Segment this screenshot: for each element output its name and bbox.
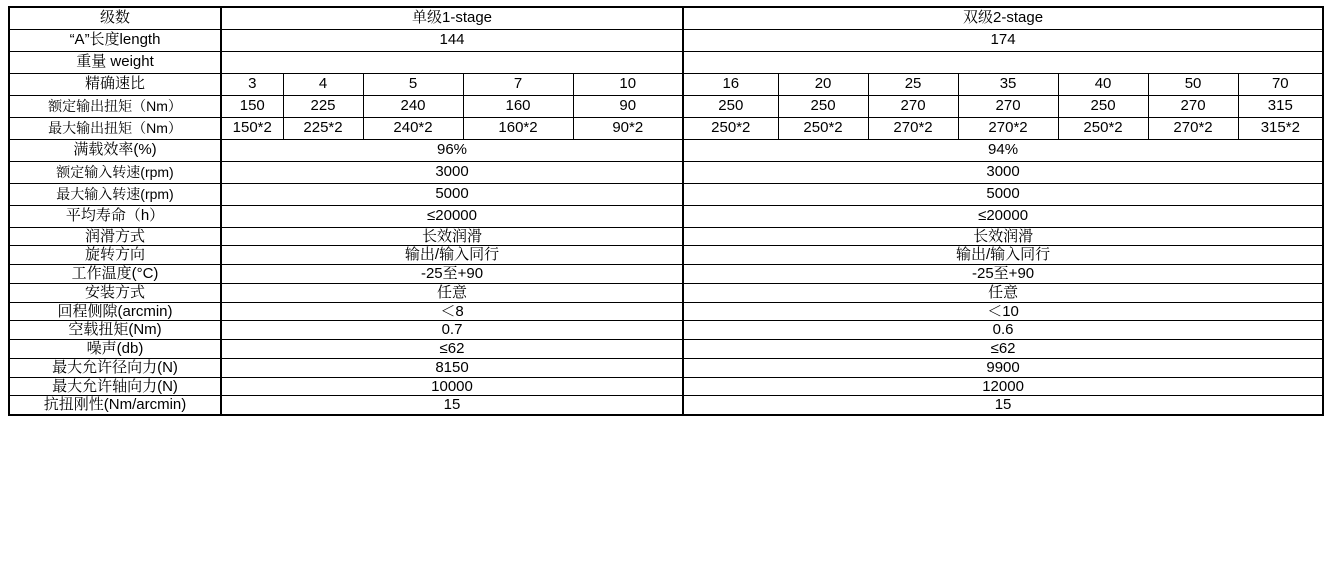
stage2-ratio-cell: 20 bbox=[778, 73, 868, 95]
stage1-rated-torque-cell: 160 bbox=[463, 95, 573, 117]
stage2-avg-life: ≤20000 bbox=[683, 205, 1323, 227]
stage2-no-load-torque: 0.6 bbox=[683, 321, 1323, 340]
row-label-max-torque: 最大输出扭矩（Nm） bbox=[9, 117, 221, 139]
row-label-no-load-torque: 空载扭矩(Nm) bbox=[9, 321, 221, 340]
stage2-ratio-cell: 16 bbox=[683, 73, 778, 95]
stage1-ratio-cell: 3 bbox=[221, 73, 283, 95]
table-row bbox=[9, 396, 1323, 415]
stage1-backlash: ＜8 bbox=[221, 302, 683, 321]
stage2-backlash: ＜10 bbox=[683, 302, 1323, 321]
gearbox-spec-table bbox=[8, 6, 1324, 416]
stage2-max-torque-cell: 270*2 bbox=[958, 117, 1058, 139]
stage2-ratio-cell: 50 bbox=[1148, 73, 1238, 95]
table-row bbox=[9, 227, 1323, 246]
stage2-ratio-cell: 35 bbox=[958, 73, 1058, 95]
stage1-header: 单级1-stage bbox=[221, 7, 683, 29]
stage1-torsional-rigidity: 15 bbox=[221, 396, 683, 415]
row-label-ratio: 精确速比 bbox=[9, 73, 221, 95]
stage2-rated-torque-cell: 270 bbox=[868, 95, 958, 117]
table-row bbox=[9, 265, 1323, 284]
stage1-max-torque-cell: 225*2 bbox=[283, 117, 363, 139]
row-label-rated-input-speed: 额定输入转速(rpm) bbox=[9, 161, 221, 183]
table-row bbox=[9, 283, 1323, 302]
stage2-max-torque-cell: 250*2 bbox=[683, 117, 778, 139]
table-row bbox=[9, 117, 1323, 139]
stage2-max-input-speed: 5000 bbox=[683, 183, 1323, 205]
table-row bbox=[9, 51, 1323, 73]
table-row bbox=[9, 377, 1323, 396]
table-row bbox=[9, 139, 1323, 161]
stage1-work-temp: -25至+90 bbox=[221, 265, 683, 284]
row-label-backlash: 回程侧隙(arcmin) bbox=[9, 302, 221, 321]
stage1-avg-life: ≤20000 bbox=[221, 205, 683, 227]
stage1-rotation-dir: 输出/输入同行 bbox=[221, 246, 683, 265]
table-row bbox=[9, 358, 1323, 377]
stage1-no-load-torque: 0.7 bbox=[221, 321, 683, 340]
stage1-rated-torque-cell: 90 bbox=[573, 95, 683, 117]
table-row bbox=[9, 183, 1323, 205]
stage2-ratio-cell: 40 bbox=[1058, 73, 1148, 95]
stage1-max-input-speed: 5000 bbox=[221, 183, 683, 205]
stage2-weight bbox=[683, 51, 1323, 73]
stage2-max-torque-cell: 270*2 bbox=[868, 117, 958, 139]
row-label-lubrication: 润滑方式 bbox=[9, 227, 221, 246]
row-label-avg-life: 平均寿命（h） bbox=[9, 205, 221, 227]
stage2-header: 双级2-stage bbox=[683, 7, 1323, 29]
stage2-ratio-cell: 70 bbox=[1238, 73, 1323, 95]
row-label-rated-torque: 额定输出扭矩（Nm） bbox=[9, 95, 221, 117]
stage2-max-axial-force: 12000 bbox=[683, 377, 1323, 396]
row-label-weight: 重量 weight bbox=[9, 51, 221, 73]
stage2-lubrication: 长效润滑 bbox=[683, 227, 1323, 246]
stage2-mounting: 任意 bbox=[683, 283, 1323, 302]
row-label-work-temp: 工作温度(°C) bbox=[9, 265, 221, 284]
stage2-ratio-cell: 25 bbox=[868, 73, 958, 95]
row-label-torsional-rigidity: 抗扭刚性(Nm/arcmin) bbox=[9, 396, 221, 415]
stage2-max-torque-cell: 250*2 bbox=[778, 117, 868, 139]
stage1-max-torque-cell: 90*2 bbox=[573, 117, 683, 139]
stage1-ratio-cell: 7 bbox=[463, 73, 573, 95]
stage1-rated-torque-cell: 240 bbox=[363, 95, 463, 117]
row-label-rotation-dir: 旋转方向 bbox=[9, 246, 221, 265]
stage1-ratio-cell: 5 bbox=[363, 73, 463, 95]
table-row bbox=[9, 161, 1323, 183]
row-label-efficiency: 满载效率(%) bbox=[9, 139, 221, 161]
stage2-noise: ≤62 bbox=[683, 340, 1323, 359]
stage1-max-radial-force: 8150 bbox=[221, 358, 683, 377]
stage1-lubrication: 长效润滑 bbox=[221, 227, 683, 246]
table-row bbox=[9, 73, 1323, 95]
table-row bbox=[9, 29, 1323, 51]
stage1-max-torque-cell: 240*2 bbox=[363, 117, 463, 139]
stage2-rated-torque-cell: 250 bbox=[1058, 95, 1148, 117]
table-row bbox=[9, 340, 1323, 359]
stage2-torsional-rigidity: 15 bbox=[683, 396, 1323, 415]
row-label-max-radial-force: 最大允许径向力(N) bbox=[9, 358, 221, 377]
stage2-rated-torque-cell: 250 bbox=[778, 95, 868, 117]
table-row bbox=[9, 95, 1323, 117]
stage2-max-torque-cell: 270*2 bbox=[1148, 117, 1238, 139]
stage2-rated-torque-cell: 250 bbox=[683, 95, 778, 117]
stage2-rated-torque-cell: 270 bbox=[958, 95, 1058, 117]
row-label-stages: 级数 bbox=[9, 7, 221, 29]
table-row bbox=[9, 246, 1323, 265]
stage2-rated-torque-cell: 270 bbox=[1148, 95, 1238, 117]
stage2-work-temp: -25至+90 bbox=[683, 265, 1323, 284]
stage1-max-torque-cell: 160*2 bbox=[463, 117, 573, 139]
table-row bbox=[9, 321, 1323, 340]
stage2-rated-input-speed: 3000 bbox=[683, 161, 1323, 183]
stage2-rated-torque-cell: 315 bbox=[1238, 95, 1323, 117]
table-row bbox=[9, 302, 1323, 321]
stage1-efficiency: 96% bbox=[221, 139, 683, 161]
stage1-ratio-cell: 4 bbox=[283, 73, 363, 95]
stage1-a-length: 144 bbox=[221, 29, 683, 51]
stage2-max-torque-cell: 315*2 bbox=[1238, 117, 1323, 139]
stage1-max-axial-force: 10000 bbox=[221, 377, 683, 396]
stage1-rated-torque-cell: 150 bbox=[221, 95, 283, 117]
table-row bbox=[9, 205, 1323, 227]
stage2-efficiency: 94% bbox=[683, 139, 1323, 161]
row-label-a-length: “A”长度length bbox=[9, 29, 221, 51]
row-label-max-input-speed: 最大输入转速(rpm) bbox=[9, 183, 221, 205]
stage2-max-radial-force: 9900 bbox=[683, 358, 1323, 377]
stage1-max-torque-cell: 150*2 bbox=[221, 117, 283, 139]
row-label-mounting: 安装方式 bbox=[9, 283, 221, 302]
row-label-max-axial-force: 最大允许轴向力(N) bbox=[9, 377, 221, 396]
stage2-a-length: 174 bbox=[683, 29, 1323, 51]
stage1-weight bbox=[221, 51, 683, 73]
stage1-rated-torque-cell: 225 bbox=[283, 95, 363, 117]
row-label-noise: 噪声(db) bbox=[9, 340, 221, 359]
stage1-mounting: 任意 bbox=[221, 283, 683, 302]
table-row bbox=[9, 7, 1323, 29]
stage1-rated-input-speed: 3000 bbox=[221, 161, 683, 183]
stage1-ratio-cell: 10 bbox=[573, 73, 683, 95]
stage1-noise: ≤62 bbox=[221, 340, 683, 359]
stage2-max-torque-cell: 250*2 bbox=[1058, 117, 1148, 139]
stage2-rotation-dir: 输出/输入同行 bbox=[683, 246, 1323, 265]
